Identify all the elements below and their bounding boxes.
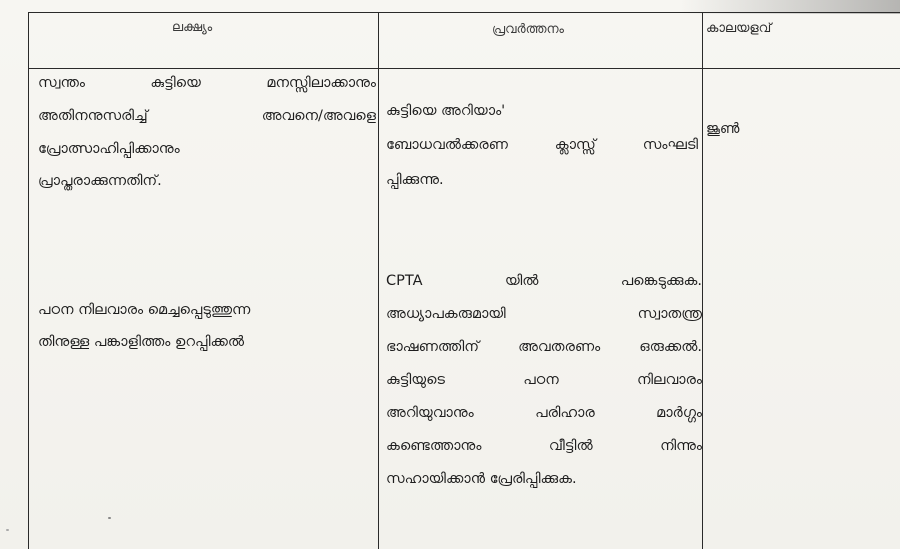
header-goal: ലക്ഷ്യം [172, 20, 213, 35]
word: കുട്ടിയെ [150, 75, 201, 91]
activity-line [386, 274, 702, 289]
word: അറിയുവാനും [386, 405, 474, 421]
word: മാർഗ്ഗം [656, 405, 702, 421]
word: സ്വാതന്ത്ര [637, 306, 702, 322]
word: നിലവാരം [637, 372, 702, 388]
scan-speck [6, 529, 9, 531]
word: സഹായിക്കാൻ പ്രേരിപ്പിക്കുക. [386, 471, 577, 487]
word: പ്രോത്സാഹിപ്പിക്കാനും [38, 141, 180, 157]
word: കണ്ടെത്താനും [386, 438, 482, 454]
activity-line [386, 173, 698, 188]
activity-line [386, 138, 698, 153]
word: യിൽ [504, 273, 539, 289]
column-divider-2 [702, 12, 703, 549]
word: പ്രാപ്തരാക്കുന്നതിന്. [38, 173, 162, 189]
header-separator [28, 68, 900, 69]
activity-line [386, 340, 702, 355]
word: ഒരുക്കൽ. [639, 339, 702, 355]
activity-line [386, 104, 698, 119]
word: മനസ്സിലാക്കാനും [266, 75, 376, 91]
activity-line [386, 472, 702, 487]
word: കുട്ടിയെ അറിയാം' [386, 103, 506, 119]
goal-line [38, 109, 376, 124]
word: പങ്കെടുക്കുക. [620, 273, 702, 289]
word: തിനുള്ള പങ്കാളിത്തം ഉറപ്പിക്കൽ [38, 334, 244, 350]
goal-block-2 [38, 303, 376, 353]
scan-speck [108, 517, 111, 519]
word: അവനെ/അവളെ [261, 108, 376, 124]
goal-line [38, 174, 376, 189]
table-top-border [28, 12, 900, 13]
activity-line [386, 439, 702, 454]
word: വീട്ടിൽ [548, 438, 593, 454]
goal-line [38, 142, 376, 157]
header-activity: പ്രവർത്തനം [492, 22, 564, 37]
word: അവതരണം [518, 339, 601, 355]
word: ഭാഷണത്തിന് [386, 339, 480, 355]
goal-line [38, 76, 376, 91]
word: കുട്ടിയുടെ [386, 372, 445, 388]
goal-block-1 [38, 76, 376, 196]
activity-line [386, 406, 702, 421]
word: അധ്യാപകരുമായി [386, 306, 506, 322]
word: സ്വന്തം [38, 75, 85, 91]
table-left-border [28, 12, 29, 549]
activity-line [386, 307, 702, 322]
word: അതിനനുസരിച്ച് [38, 108, 148, 124]
activity-block-2 [386, 274, 702, 494]
word: CPTA [386, 273, 423, 289]
goal-line [38, 303, 376, 318]
activity-line [386, 373, 702, 388]
word: പരിഹാര [535, 405, 595, 421]
word: ബോധവൽക്കരണ [386, 137, 508, 153]
word: സംഘടി [642, 137, 698, 153]
column-divider-1 [378, 12, 379, 549]
word: പഠന നിലവാരം മെച്ചപ്പെടുത്തുന്ന [38, 302, 251, 318]
word: പഠന [523, 372, 559, 388]
goal-line [38, 335, 376, 350]
header-duration: കാലയളവ് [706, 21, 772, 36]
activity-block-1 [386, 104, 698, 194]
word: പ്പിക്കുന്നു. [386, 172, 444, 188]
word: ക്ലാസ്സ് [554, 137, 596, 153]
word: നിന്നും [660, 438, 702, 454]
duration-entry: ജൂൺ [706, 121, 740, 137]
